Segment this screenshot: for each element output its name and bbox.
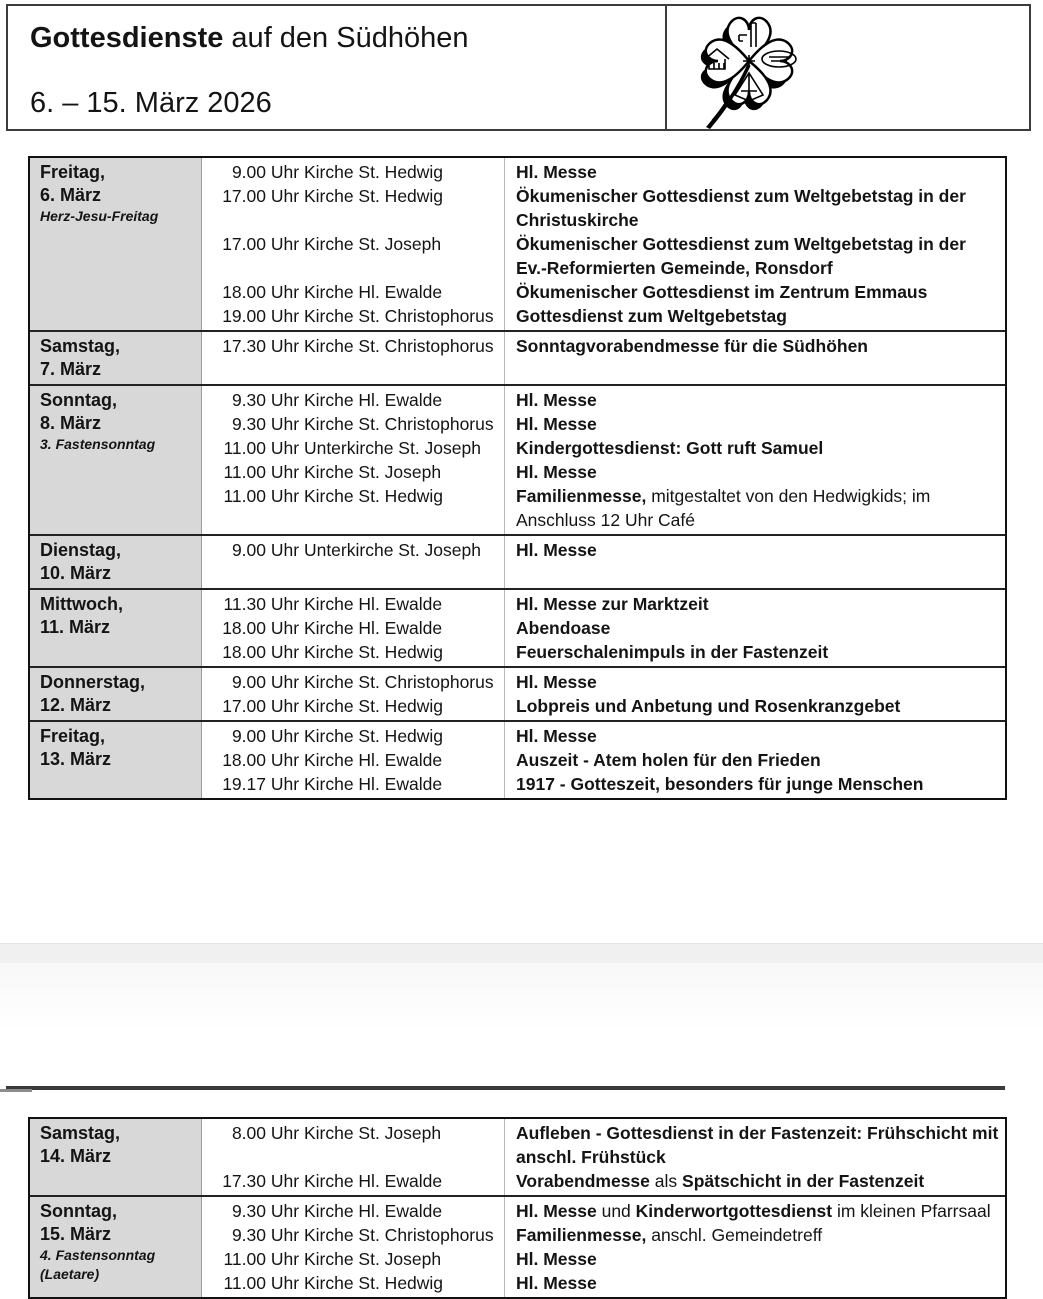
event-description [504, 640, 1005, 664]
time-unit: Uhr [270, 1273, 300, 1293]
event-row [202, 1271, 1005, 1295]
time-unit: Uhr [270, 1123, 300, 1143]
event-time-location [202, 184, 504, 232]
day-label: Sonntag, [40, 390, 117, 410]
event-time: 9.30 [231, 414, 266, 434]
table-row [30, 720, 1005, 798]
day-label: Samstag, [40, 1123, 121, 1143]
event-row [202, 412, 1005, 436]
event-time: 9.00 [231, 162, 266, 182]
event-time: 9.30 [231, 1201, 266, 1221]
event-row [202, 160, 1005, 184]
date-range: 6. – 15. März 2026 [30, 87, 272, 119]
event-row [202, 280, 1005, 304]
event-location: Kirche St. Joseph [303, 462, 442, 482]
event-time: 18.00 [222, 618, 266, 638]
event-location: Kirche St. Joseph [303, 1249, 442, 1269]
event-time-location [202, 160, 504, 184]
time-unit: Uhr [270, 696, 300, 716]
event-location: Kirche St. Joseph [303, 1123, 442, 1143]
description-segment: im kleinen Pfarrsaal [832, 1201, 991, 1221]
document-header [6, 4, 1031, 131]
event-location: Kirche St. Hedwig [303, 162, 444, 182]
date-cell [30, 536, 202, 588]
time-unit: Uhr [270, 774, 300, 794]
event-location: Unterkirche St. Joseph [303, 540, 481, 560]
time-unit: Uhr [270, 1225, 300, 1245]
event-location: Kirche Hl. Ewalde [303, 594, 443, 614]
event-time: 8.00 [231, 1123, 266, 1143]
event-time: 11.30 [223, 594, 266, 614]
event-location: Kirche Hl. Ewalde [303, 1171, 443, 1191]
event-time: 11.00 [223, 1249, 266, 1269]
day-label: Sonntag, [40, 1201, 117, 1221]
event-description [504, 772, 1005, 796]
table-row [30, 666, 1005, 720]
event-time-location [202, 694, 504, 718]
day-note: (Laetare) [40, 1266, 100, 1282]
event-row [202, 748, 1005, 772]
description-segment: Hl. Messe [516, 414, 597, 434]
description-segment: Sonntagvorabendmesse für die Südhöhen [516, 336, 868, 356]
event-location: Kirche St. Christophorus [303, 1225, 494, 1245]
day-label: 13. März [40, 749, 112, 769]
event-time-location [202, 616, 504, 640]
time-unit: Uhr [270, 618, 300, 638]
time-unit: Uhr [270, 540, 300, 560]
event-description [504, 1169, 1005, 1193]
event-time-location [202, 592, 504, 616]
event-time: 9.00 [231, 726, 266, 746]
day-label: Donnerstag, [40, 672, 146, 692]
description-segment: als [649, 1171, 683, 1191]
event-description [504, 724, 1005, 748]
event-description [504, 484, 1005, 532]
event-time: 11.00 [223, 486, 266, 506]
time-unit: Uhr [270, 234, 300, 254]
event-location: Kirche St. Christophorus [303, 672, 494, 692]
event-time: 11.00 [223, 462, 266, 482]
event-location: Kirche St. Hedwig [303, 1273, 444, 1293]
time-unit: Uhr [270, 726, 300, 746]
event-time: 19.17 [222, 774, 266, 794]
event-time: 18.00 [222, 642, 266, 662]
event-row [202, 1223, 1005, 1247]
event-description [504, 304, 1005, 328]
time-unit: Uhr [270, 750, 300, 770]
header-logo-cell [665, 6, 1029, 129]
event-location: Kirche St. Hedwig [303, 642, 444, 662]
day-label: 10. März [40, 563, 112, 583]
event-location: Kirche St. Christophorus [303, 306, 494, 326]
event-description [504, 1199, 1005, 1223]
time-unit: Uhr [270, 186, 300, 206]
event-row [202, 436, 1005, 460]
events-cell [202, 590, 1005, 666]
event-location: Kirche Hl. Ewalde [303, 1201, 443, 1221]
event-description [504, 1121, 1005, 1169]
time-unit: Uhr [270, 1249, 300, 1269]
event-row [202, 616, 1005, 640]
event-location: Kirche St. Joseph [303, 234, 442, 254]
events-cell [202, 668, 1005, 720]
description-segment: Familienmesse, [516, 1225, 647, 1245]
parish-clover-logo-icon [687, 7, 809, 129]
description-segment: Ökumenischer Gottesdienst im Zentrum Emmaus [516, 282, 928, 302]
event-time-location [202, 484, 504, 532]
time-unit: Uhr [270, 390, 300, 410]
event-time-location [202, 1247, 504, 1271]
event-time-location [202, 1271, 504, 1295]
event-row [202, 484, 1005, 532]
day-note: 3. Fastensonntag [40, 436, 156, 452]
event-location: Kirche Hl. Ewalde [303, 774, 443, 794]
event-time: 9.30 [231, 1225, 266, 1245]
date-cell [30, 1119, 202, 1195]
event-description [504, 592, 1005, 616]
day-label: 8. März [40, 413, 102, 433]
event-time-location [202, 538, 504, 562]
event-row [202, 772, 1005, 796]
events-cell [202, 332, 1005, 384]
event-time-location [202, 280, 504, 304]
event-time-location [202, 1169, 504, 1193]
page-title-bold: Gottesdienste [30, 22, 224, 54]
description-segment: Hl. Messe [516, 162, 597, 182]
day-label: Dienstag, [40, 540, 122, 560]
event-time: 18.00 [222, 750, 266, 770]
description-segment: Ökumenischer Gottesdienst zum Weltgebetstag in der Christuskirche [516, 186, 966, 230]
time-unit: Uhr [270, 306, 300, 326]
time-unit: Uhr [270, 162, 300, 182]
date-cell [30, 722, 202, 798]
events-cell [202, 536, 1005, 588]
table-row [30, 158, 1005, 330]
table-row [30, 1119, 1005, 1195]
description-segment: Aufleben - Gottesdienst in der Fastenzeit: Frühschicht mit anschl. Frühstück [516, 1123, 999, 1167]
event-description [504, 460, 1005, 484]
event-location: Unterkirche St. Joseph [303, 438, 481, 458]
event-description [504, 184, 1005, 232]
events-cell [202, 1197, 1005, 1297]
event-description [504, 694, 1005, 718]
table-row [30, 534, 1005, 588]
time-unit: Uhr [270, 594, 300, 614]
event-row [202, 388, 1005, 412]
event-location: Kirche St. Christophorus [303, 336, 494, 356]
description-segment: Hl. Messe zur Marktzeit [516, 594, 709, 614]
event-time-location [202, 640, 504, 664]
event-row [202, 1121, 1005, 1169]
description-segment: Hl. Messe [516, 1201, 597, 1221]
event-location: Kirche Hl. Ewalde [303, 390, 443, 410]
event-time: 17.00 [222, 696, 266, 716]
event-location: Kirche Hl. Ewalde [303, 618, 443, 638]
event-time-location [202, 460, 504, 484]
page2-top-margin [0, 963, 1043, 1086]
time-unit: Uhr [270, 438, 300, 458]
event-row [202, 640, 1005, 664]
event-time-location [202, 1121, 504, 1169]
date-cell [30, 332, 202, 384]
page-horizontal-rule [6, 1086, 1005, 1090]
event-description [504, 232, 1005, 280]
date-cell [30, 590, 202, 666]
day-label: Samstag, [40, 336, 121, 356]
event-row [202, 538, 1005, 562]
event-description [504, 334, 1005, 358]
event-row [202, 694, 1005, 718]
events-cell [202, 158, 1005, 330]
event-time-location [202, 304, 504, 328]
description-segment: Spätschicht in der Fastenzeit [682, 1171, 925, 1191]
day-label: 14. März [40, 1146, 112, 1166]
description-segment: Vorabendmesse [516, 1171, 650, 1191]
description-segment: Abendoase [516, 618, 611, 638]
event-time-location [202, 748, 504, 772]
day-label: Freitag, [40, 162, 106, 182]
event-time: 11.00 [223, 438, 266, 458]
description-segment: mitgestaltet von den Hedwigkids; im Anschluss 12 Uhr Café [516, 486, 931, 530]
description-segment: anschl. Gemeindetreff [646, 1225, 823, 1245]
event-row [202, 1169, 1005, 1193]
day-label: 7. März [40, 359, 102, 379]
event-description [504, 388, 1005, 412]
event-row [202, 670, 1005, 694]
event-time: 17.30 [222, 336, 266, 356]
day-note: 4. Fastensonntag [40, 1247, 156, 1263]
event-row [202, 232, 1005, 280]
page-title [30, 22, 665, 55]
description-segment: Gottesdienst zum Weltgebetstag [516, 306, 787, 326]
description-segment: Familienmesse, [516, 486, 647, 506]
description-segment: Hl. Messe [516, 540, 597, 560]
event-time: 19.00 [222, 306, 266, 326]
event-row [202, 1199, 1005, 1223]
event-time-location [202, 232, 504, 280]
time-unit: Uhr [270, 462, 300, 482]
description-segment: 1917 - Gotteszeit, besonders für junge Menschen [516, 774, 924, 794]
events-cell [202, 722, 1005, 798]
table-row [30, 588, 1005, 666]
event-location: Kirche St. Christophorus [303, 414, 494, 434]
description-segment: Kindergottesdienst: Gott ruft Samuel [516, 438, 824, 458]
schedule-table-week2 [28, 1117, 1007, 1299]
date-cell [30, 668, 202, 720]
event-description [504, 748, 1005, 772]
table-row [30, 1195, 1005, 1297]
event-description [504, 616, 1005, 640]
event-location: Kirche St. Hedwig [303, 726, 444, 746]
day-label: 6. März [40, 185, 102, 205]
description-segment: Hl. Messe [516, 726, 597, 746]
description-segment: Ökumenischer Gottesdienst zum Weltgebetstag in der Ev.-Reformierten Gemeinde, Ronsdorf [516, 234, 966, 278]
page-horizontal-rule-stub [0, 1089, 32, 1092]
description-segment: Auszeit - Atem holen für den Frieden [516, 750, 821, 770]
events-cell [202, 386, 1005, 534]
event-description [504, 160, 1005, 184]
event-description [504, 1247, 1005, 1271]
table-row [30, 330, 1005, 384]
event-time-location [202, 388, 504, 412]
event-location: Kirche St. Hedwig [303, 186, 444, 206]
day-label: Freitag, [40, 726, 106, 746]
event-time-location [202, 724, 504, 748]
page-gap-band [0, 943, 1043, 964]
description-segment: Hl. Messe [516, 672, 597, 692]
event-row [202, 334, 1005, 358]
event-description [504, 436, 1005, 460]
time-unit: Uhr [270, 1171, 300, 1191]
date-cell [30, 386, 202, 534]
events-cell [202, 1119, 1005, 1195]
event-time-location [202, 334, 504, 358]
event-time: 17.00 [222, 186, 266, 206]
event-time-location [202, 412, 504, 436]
event-time-location [202, 670, 504, 694]
event-location: Kirche St. Hedwig [303, 486, 444, 506]
description-segment: Hl. Messe [516, 390, 597, 410]
description-segment: Feuerschalenimpuls in der Fastenzeit [516, 642, 829, 662]
event-time-location [202, 772, 504, 796]
header-text-area [8, 6, 665, 129]
event-description [504, 670, 1005, 694]
description-segment: und [596, 1201, 636, 1221]
description-segment: Kinderwortgottesdienst [635, 1201, 833, 1221]
date-cell [30, 158, 202, 330]
time-unit: Uhr [270, 486, 300, 506]
description-segment: Hl. Messe [516, 462, 597, 482]
event-time: 11.00 [223, 1273, 266, 1293]
event-time: 9.00 [231, 540, 266, 560]
time-unit: Uhr [270, 414, 300, 434]
event-row [202, 184, 1005, 232]
description-segment: Hl. Messe [516, 1249, 597, 1269]
event-time: 17.00 [222, 234, 266, 254]
event-description [504, 280, 1005, 304]
event-time-location [202, 1223, 504, 1247]
event-description [504, 1271, 1005, 1295]
event-description [504, 1223, 1005, 1247]
event-row [202, 1247, 1005, 1271]
event-time: 9.30 [231, 390, 266, 410]
time-unit: Uhr [270, 282, 300, 302]
event-row [202, 724, 1005, 748]
schedule-table-week1 [28, 156, 1007, 800]
event-location: Kirche St. Hedwig [303, 696, 444, 716]
event-time-location [202, 1199, 504, 1223]
event-row [202, 304, 1005, 328]
event-time: 17.30 [222, 1171, 266, 1191]
time-unit: Uhr [270, 642, 300, 662]
event-row [202, 592, 1005, 616]
day-note: Herz-Jesu-Freitag [40, 208, 159, 224]
date-cell [30, 1197, 202, 1297]
event-time: 9.00 [231, 672, 266, 692]
description-segment: Lobpreis und Anbetung und Rosenkranzgebet [516, 696, 901, 716]
day-label: 15. März [40, 1224, 112, 1244]
day-label: 11. März [40, 617, 111, 637]
event-description [504, 412, 1005, 436]
description-segment: Hl. Messe [516, 1273, 597, 1293]
day-label: Mittwoch, [40, 594, 123, 614]
event-time-location [202, 436, 504, 460]
time-unit: Uhr [270, 672, 300, 692]
event-row [202, 460, 1005, 484]
table-row [30, 384, 1005, 534]
day-label: 12. März [40, 695, 112, 715]
page-title-rest: auf den Südhöhen [223, 22, 469, 54]
event-location: Kirche Hl. Ewalde [303, 750, 443, 770]
event-time: 18.00 [222, 282, 266, 302]
event-description [504, 538, 1005, 562]
time-unit: Uhr [270, 336, 300, 356]
time-unit: Uhr [270, 1201, 300, 1221]
event-location: Kirche Hl. Ewalde [303, 282, 443, 302]
